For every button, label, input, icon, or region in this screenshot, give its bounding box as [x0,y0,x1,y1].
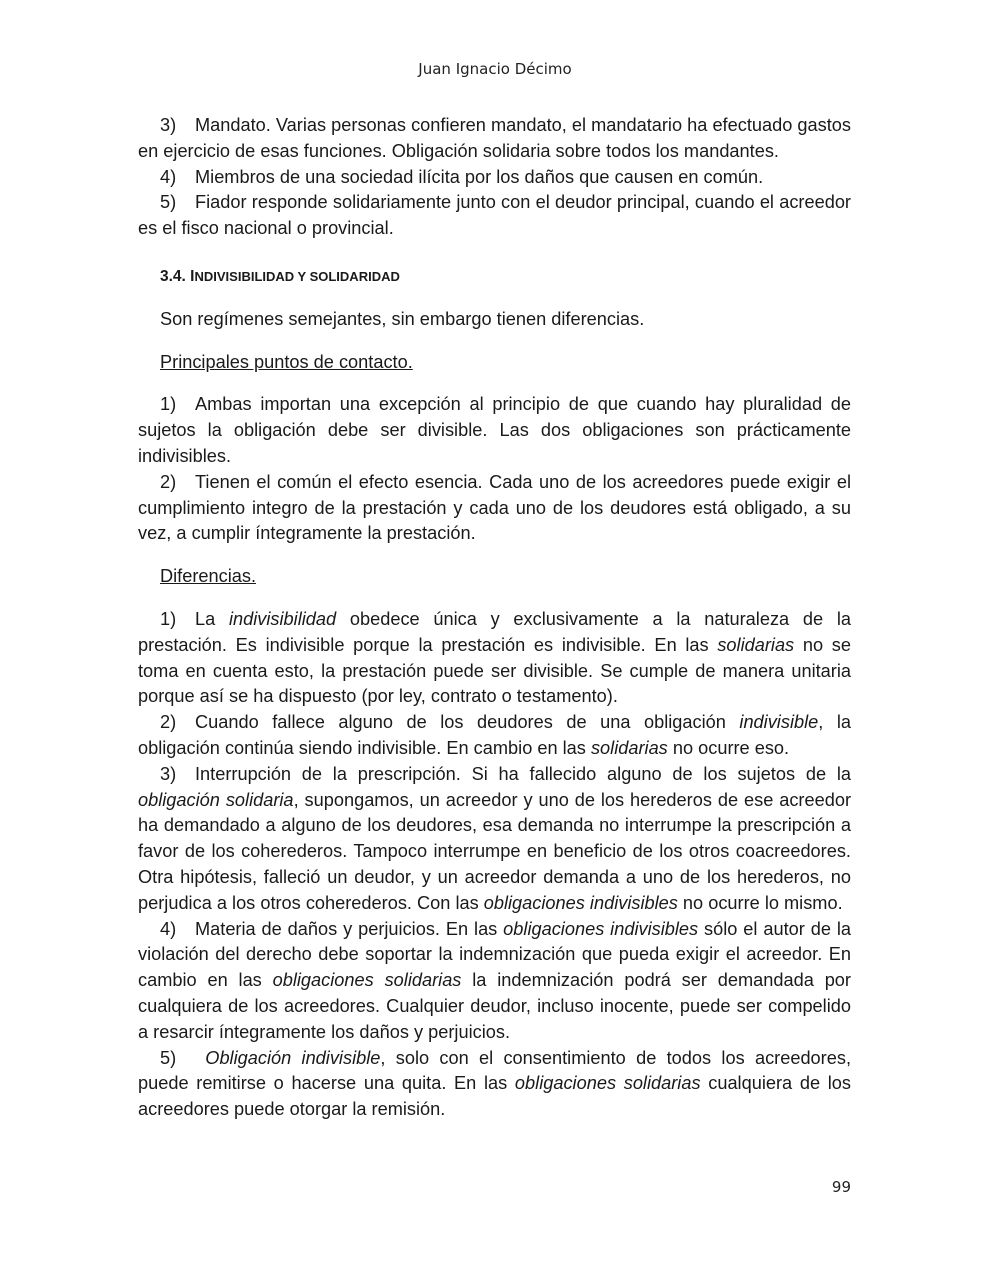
list-item: 4) Materia de daños y perjuicios. En las obligaciones indivisibles sólo el autor de la violación del derecho debe soportar la indemnización que pueda exigir el acreedor. En cambio en las obligaciones solidarias la indemnización podrá ser demandada por cualquiera de los acreedores. Cualquier deudor, incluso inocente, puede ser compelido a resarcir íntegramente los daños y perjuicios. [138,918,851,1042]
list-item: 4) Miembros de una sociedad ilícita por los daños que causen en común. [160,166,764,187]
list-item: 3) Mandato. Varias personas confieren mandato, el mandatario ha efectuado gastos en ejercicio de esas funciones. Obligación solidaria sobre todos los mandantes. [138,115,851,161]
list-item: 3) Interrupción de la prescripción. Si ha fallecido alguno de los sujetos de la obligación solidaria, supongamos, un acreedor y uno de los herederos de ese acreedor ha demandado a alguno de los deudores, esa demanda no interrumpe la prescripción a favor de los coherederos. Tampoco interrumpe en beneficio de los otros coacreedores. Otra hipótesis, falleció un deudor, y un acreedor demanda a uno de los herederos, no perjudica a los otros coherederos. Con las obligaciones indivisibles no ocurre lo mismo. [138,763,851,913]
list-item: 2) Tienen el común el efecto esencia. Cada uno de los acreedores puede exigir el cumplimiento integro de la prestación y cada uno de los deudores está obligado, a su vez, a cumplir íntegramente la prestación. [138,471,851,544]
page-body [138,113,851,1123]
list-item: 2) Cuando fallece alguno de los deudores de una obligación indivisible, la obligación continúa siendo indivisible. En cambio en las solidarias no ocurre eso. [138,712,851,758]
intro-paragraph: Son regímenes semejantes, sin embargo tienen diferencias. [160,308,645,329]
list-item: 5) Fiador responde solidariamente junto con el deudor principal, cuando el acreedor es el fisco nacional o provincial. [138,192,851,239]
section-heading: 3.4. INDIVISIBILIDAD Y SOLIDARIDAD [160,267,400,285]
list-item: 1) Ambas importan una excepción al principio de que cuando hay pluralidad de sujetos la obligación debe ser divisible. Las dos obligaciones son prácticamente indivisibles. [138,394,851,466]
list-item: 5) Obligación indivisible, solo con el consentimiento de todos los acreedores, puede remitirse o hacerse una quita. En las obligaciones solidarias cualquiera de los acreedores puede otorgar la remisión. [138,1047,851,1120]
differences-label: Diferencias. [160,566,257,587]
running-header: Juan Ignacio Décimo [418,60,572,78]
list-item: 1) La indivisibilidad obedece única y exclusivamente a la naturaleza de la prestación. Es indivisible porque la prestación es indivisible. En las solidarias no se toma en cuenta esto, la prestación puede ser divisible. Se cumple de manera unitaria porque así se ha dispuesto (por ley, contrato o testamento). [138,608,851,707]
page-number: 99 [831,1178,851,1196]
contact-label: Principales puntos de contacto. [160,351,413,372]
